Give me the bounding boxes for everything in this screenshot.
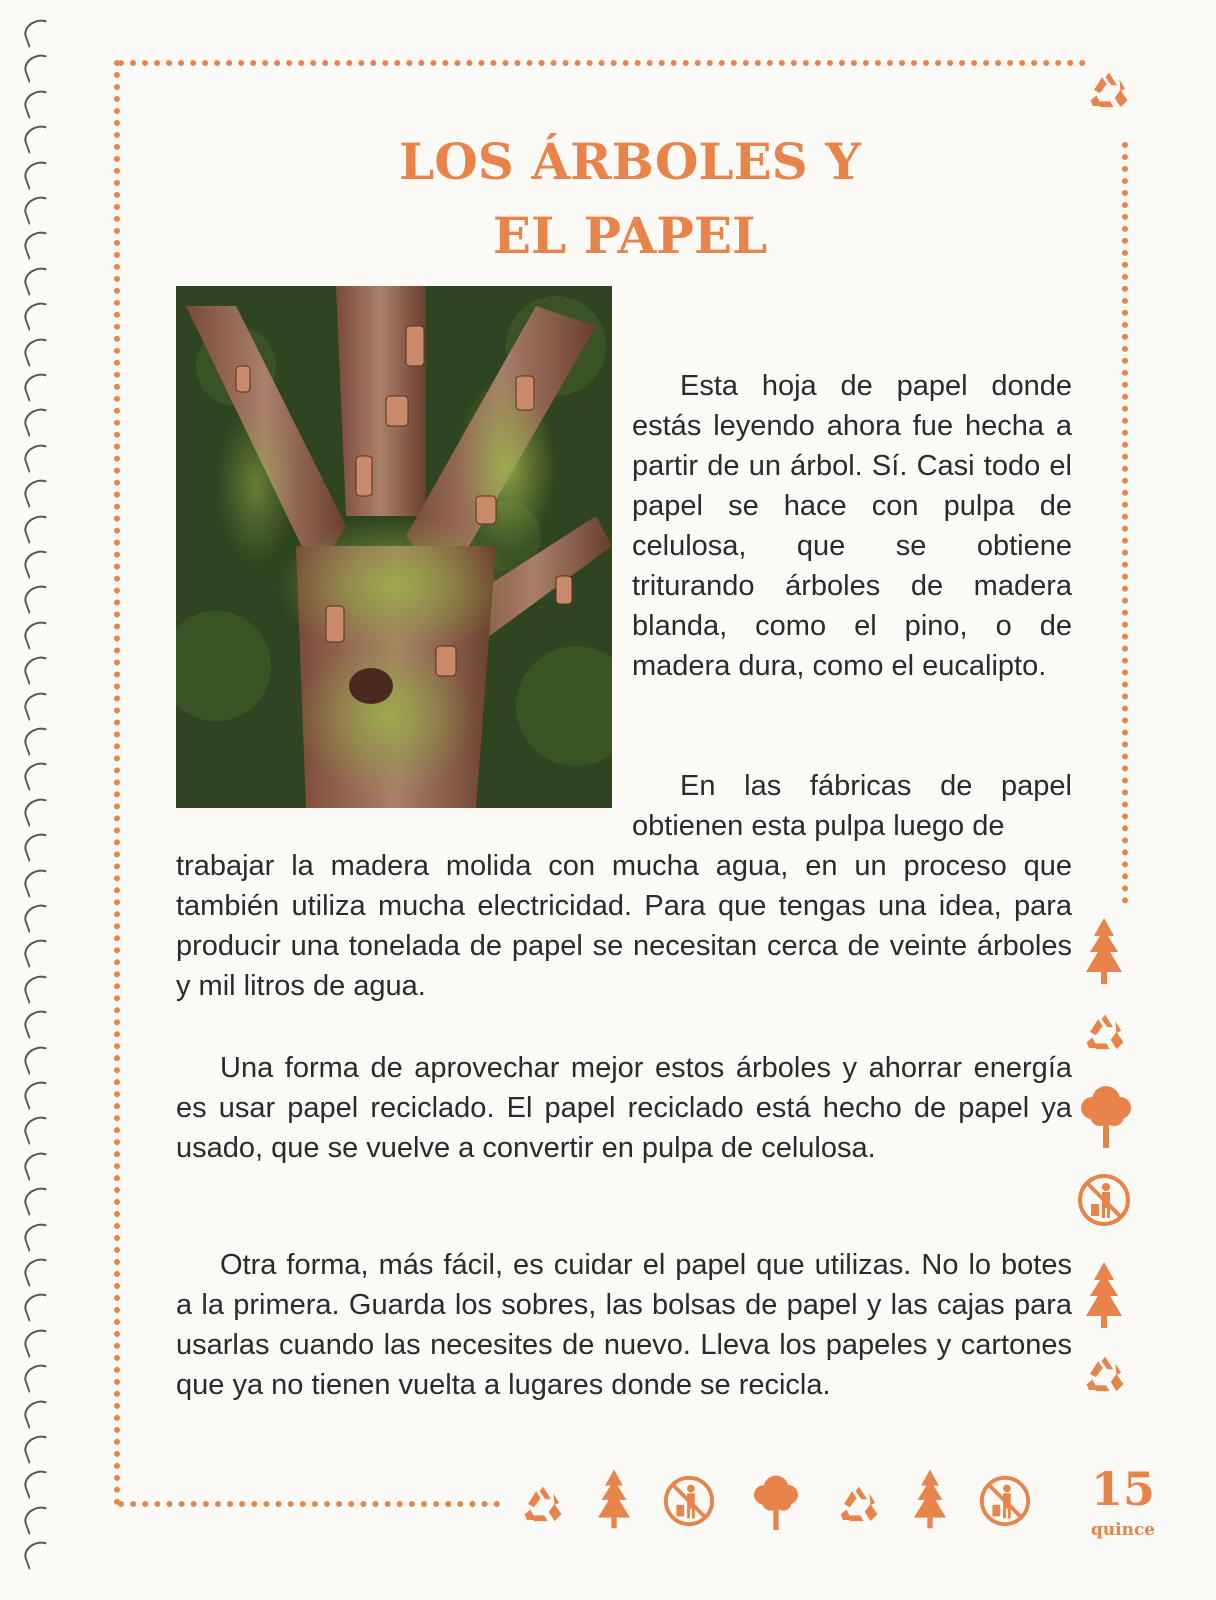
leafy-tree-icon (750, 1472, 802, 1535)
spiral-ring (21, 16, 57, 49)
spiral-ring (21, 1290, 57, 1323)
spiral-ring (21, 724, 57, 757)
tree-trunk-photo (176, 286, 612, 808)
spiral-ring (21, 299, 57, 332)
spiral-ring (21, 263, 57, 296)
spiral-ring (21, 511, 57, 544)
leafy-tree-icon (1078, 1082, 1134, 1153)
trash-person-icon (662, 1474, 716, 1533)
spiral-ring (21, 794, 57, 827)
dotted-border-right (1122, 142, 1128, 904)
spiral-ring (21, 865, 57, 898)
dotted-border-left (114, 60, 120, 1506)
spiral-ring (21, 1255, 57, 1288)
spiral-ring (21, 1396, 57, 1429)
spiral-ring (21, 405, 57, 438)
spiral-ring (21, 157, 57, 190)
spiral-ring (21, 440, 57, 473)
trash-person-icon (1076, 1172, 1132, 1233)
paragraph-2-start: En las fábricas de papel obtienen esta pulpa luego de (632, 770, 1072, 842)
spiral-ring (21, 193, 57, 226)
spiral-ring (21, 688, 57, 721)
spiral-ring (21, 830, 57, 863)
spiral-ring (21, 334, 57, 367)
page-title (300, 125, 960, 273)
spiral-ring (21, 1432, 57, 1465)
spiral-ring (21, 476, 57, 509)
spiral-ring (21, 1325, 57, 1358)
recycle-icon (520, 1482, 566, 1533)
page-number-word: quince (1090, 1520, 1156, 1540)
pine-tree-icon (1086, 918, 1122, 989)
spiral-ring (21, 228, 57, 261)
spiral-ring (21, 1007, 57, 1040)
dotted-border-bottom (118, 1501, 500, 1507)
spiral-ring (21, 653, 57, 686)
pine-tree-icon (598, 1468, 630, 1535)
spiral-ring (21, 617, 57, 650)
paragraph-3: Una forma de aprovechar mejor estos árboles y ahorrar energía es usar papel reciclado. El papel reciclado está hecho de papel ya usado, que se vuelve a convertir en pulpa de celulosa. (176, 1052, 1072, 1164)
spiral-ring (21, 86, 57, 119)
paragraph-2-rest: trabajar la madera molida con mucha agua, en un proceso que también utiliza mucha electricidad. Para que tengas una idea, para producir una tonelada de papel se necesitan cerca de veinte árboles y mil litros de agua. (176, 850, 1072, 1002)
paragraph-1: Esta hoja de papel donde estás leyendo ahora fue hecha a partir de un árbol. Sí. Casi todo el papel se hace con pulpa de celulosa, que se obtiene triturando árboles de madera blanda, como el pino, o de madera dura, como el eucalipto. (632, 370, 1072, 682)
spiral-ring (21, 1078, 57, 1111)
spiral-ring (21, 1219, 57, 1252)
dotted-border-top (118, 60, 1086, 66)
spiral-ring (21, 1502, 57, 1535)
spiral-ring (21, 1361, 57, 1394)
spiral-ring (21, 547, 57, 580)
spiral-ring (21, 1113, 57, 1146)
spiral-ring (21, 901, 57, 934)
spiral-binding (18, 20, 58, 1580)
spiral-ring (21, 1538, 57, 1571)
spiral-ring (21, 1148, 57, 1181)
spiral-ring (21, 1467, 57, 1500)
recycle-icon (1082, 1010, 1128, 1061)
spiral-ring (21, 122, 57, 155)
recycle-icon (1086, 68, 1132, 119)
title-line-1: LOS ÁRBOLES Y (399, 132, 861, 191)
pine-tree-icon (914, 1468, 946, 1535)
recycle-icon (836, 1482, 882, 1533)
spiral-ring (21, 1042, 57, 1075)
spiral-ring (21, 582, 57, 615)
recycle-icon (1082, 1352, 1128, 1403)
spiral-ring (21, 370, 57, 403)
paragraph-4: Otra forma, más fácil, es cuidar el papel que utilizas. No lo botes a la primera. Guarda los sobres, las bolsas de papel y las cajas para usarlas cuando las necesites de nuevo. Lleva los papeles y cartones que ya no tienen vuelta a lugares donde se recicla. (176, 1249, 1072, 1401)
spiral-ring (21, 1184, 57, 1217)
title-line-2: EL PAPEL (492, 206, 768, 265)
spiral-ring (21, 759, 57, 792)
page-number: 15 (1090, 1462, 1155, 1516)
spiral-ring (21, 971, 57, 1004)
pine-tree-icon (1086, 1262, 1122, 1333)
spiral-ring (21, 936, 57, 969)
spiral-ring (21, 51, 57, 84)
trash-person-icon (978, 1474, 1032, 1533)
